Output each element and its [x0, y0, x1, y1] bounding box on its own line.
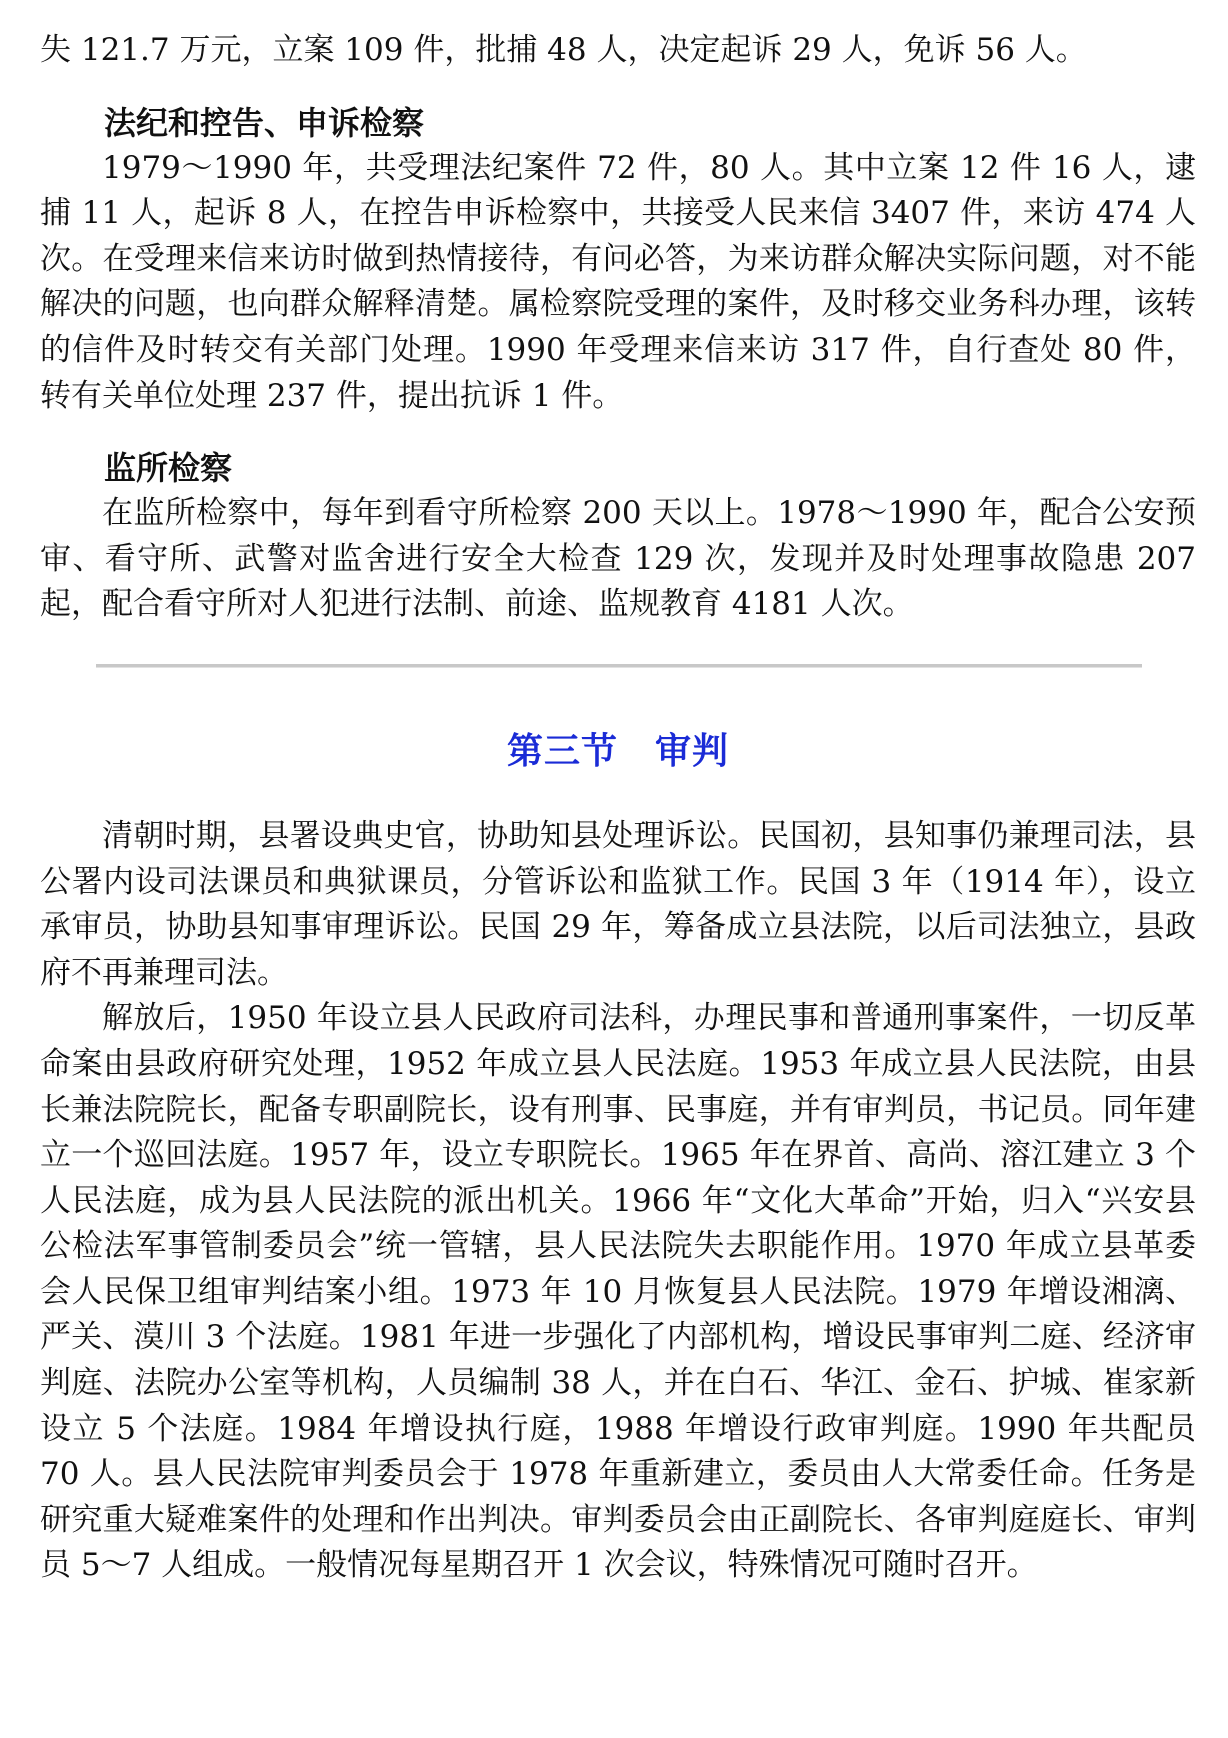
chapter-paragraph: 解放后，1950 年设立县人民政府司法科，办理民事和普通刑事案件，一切反革命案由县政府研究处理，1952 年成立县人民法庭。1953 年成立县人民法院，由县长兼法院院长，配备专职副院长，设有刑事、民事庭，并有审判员，书记员。同年建立一个巡回法庭。1957 年，设立专职院长。1965 年在界首、高尚、溶江建立 3 个人民法庭，成为县人民法院的派出机关。1966 年“文化大革命”开始，归入“兴安县公检法军事管制委员会”统一管辖，县人民法院失去职能作用。1970 年成立县革委会人民保卫组审判结案小组。1973 年 10 月恢复县人民法院。1979 年增设湘漓、严关、漠川 3 个法庭。1981 年进一步强化了内部机构，增设民事审判二庭、经济审判庭、法院办公室等机构，人员编制 38 人，并在白石、华江、金石、护城、崔家新设立 5 个法庭。1984 年增设执行庭，1988 年增设行政审判庭。1990 年共配员 70 人。县人民法院审判委员会于 1978 年重新建立，委员由人大常委任命。任务是研究重大疑难案件的处理和作出判决。审判委员会由正副院长、各审判庭庭长、审判员 5～7 人组成。一般情况每星期召开 1 次会议，特殊情况可随时召开。 — [40, 1000, 1196, 1584]
spacer — [40, 74, 1196, 100]
chapter-title: 第三节 审判 — [506, 729, 729, 772]
chapter-paragraph: 清朝时期，县署设典史官，协助知县处理诉讼。民国初，县知事仍兼理司法，县公署内设司法课员和典狱课员，分管诉讼和监狱工作。民国 3 年（1914 年），设立承审员，协助县知事审理诉讼。民国 29 年，筹备成立县法院，以后司法独立，县政府不再兼理司法。 — [40, 817, 1196, 991]
section-paragraph-discipline-complaint: 1979～1990 年，共受理法纪案件 72 件，80 人。其中立案 12 件 16 人，逮捕 11 人，起诉 8 人，在控告申诉检察中，共接受人民来信 3407 件，来访 474 人次。在受理来信来访时做到热情接待，有问必答，为来访群众解决实际问题，对不能解决的问题，也向群众解释清楚。属检察院受理的案件，及时移交业务科办理，该转的信件及时转交有关部门处理。1990 年受理来信来访 317 件，自行查处 80 件，转有关单位处理 237 件，提出抗诉 1 件。 — [40, 149, 1196, 414]
continued-paragraph: 失 121.7 万元，立案 109 件，批捕 48 人，决定起诉 29 人，免诉 56 人。 — [40, 32, 1087, 68]
section-paragraph-prison-inspection: 在监所检察中，每年到看守所检察 200 天以上。1978～1990 年，配合公安预审、看守所、武警对监舍进行安全大检查 129 次，发现并及时处理事故隐患 207 起，配合看守所对人犯进行法制、前途、监规教育 4181 人次。 — [40, 495, 1196, 623]
section-divider — [96, 664, 1142, 668]
spacer — [40, 419, 1196, 445]
section-heading-discipline-complaint: 法纪和控告、申诉检察 — [104, 103, 425, 142]
section-heading-prison-inspection: 监所检察 — [104, 449, 233, 488]
document-page — [40, 28, 1196, 1589]
